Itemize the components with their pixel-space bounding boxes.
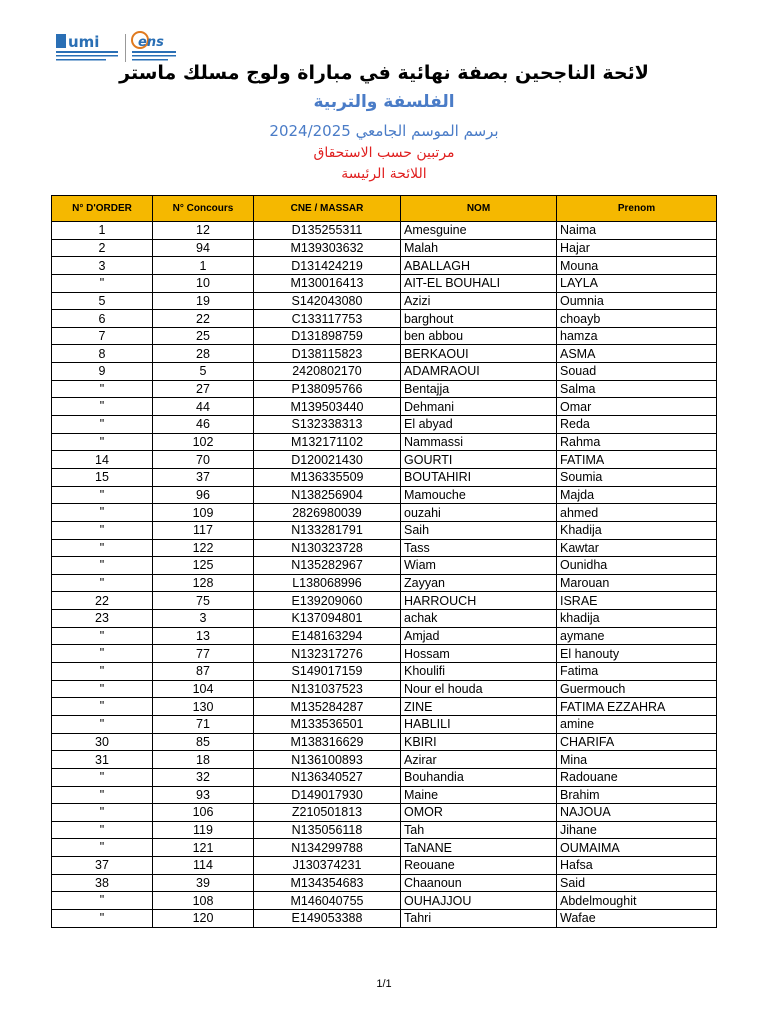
academic-year: برسم الموسم الجامعي 2024/2025: [269, 122, 499, 140]
order-cell: 7: [52, 327, 153, 345]
nom-cell: Azizi: [401, 292, 557, 310]
cne-cell: M134354683: [254, 874, 401, 892]
order-cell: ": [52, 416, 153, 434]
order-cell: ": [52, 909, 153, 927]
concours-cell: 13: [153, 627, 254, 645]
order-cell: ": [52, 680, 153, 698]
concours-cell: 39: [153, 874, 254, 892]
nom-cell: Malah: [401, 239, 557, 257]
nom-cell: Saih: [401, 521, 557, 539]
nom-cell: Nour el houda: [401, 680, 557, 698]
table-row: [52, 416, 717, 434]
nom-cell: BOUTAHIRI: [401, 468, 557, 486]
table-row: [52, 857, 717, 875]
prenom-cell: Souad: [557, 363, 717, 381]
page-title: لائحة الناجحين بصفة نهائية في مباراة ولوج مسلك ماستر: [119, 62, 649, 84]
prenom-cell: hamza: [557, 327, 717, 345]
prenom-cell: FATIMA: [557, 451, 717, 469]
order-cell: 15: [52, 468, 153, 486]
nom-cell: Tah: [401, 821, 557, 839]
nom-cell: Tass: [401, 539, 557, 557]
cne-cell: M132171102: [254, 433, 401, 451]
concours-cell: 22: [153, 310, 254, 328]
table-row: [52, 451, 717, 469]
nom-cell: KBIRI: [401, 733, 557, 751]
table-row: [52, 663, 717, 681]
concours-cell: 85: [153, 733, 254, 751]
ens-logo-text: ens: [138, 35, 164, 50]
order-cell: ": [52, 486, 153, 504]
nom-cell: Khoulifi: [401, 663, 557, 681]
order-cell: 31: [52, 751, 153, 769]
table-row: [52, 592, 717, 610]
table-row: [52, 521, 717, 539]
concours-cell: 28: [153, 345, 254, 363]
program-title: الفلسفة والتربية: [313, 92, 455, 112]
order-cell: ": [52, 645, 153, 663]
cne-cell: N132317276: [254, 645, 401, 663]
order-cell: ": [52, 768, 153, 786]
concours-cell: 125: [153, 557, 254, 575]
order-cell: ": [52, 398, 153, 416]
order-cell: 37: [52, 857, 153, 875]
concours-cell: 75: [153, 592, 254, 610]
concours-cell: 71: [153, 715, 254, 733]
table-row: [52, 839, 717, 857]
logo-divider: [125, 34, 126, 62]
nom-cell: GOURTI: [401, 451, 557, 469]
order-cell: ": [52, 274, 153, 292]
cne-cell: N130323728: [254, 539, 401, 557]
table-row: [52, 874, 717, 892]
table-row: [52, 627, 717, 645]
prenom-cell: Ounidha: [557, 557, 717, 575]
cne-cell: N133281791: [254, 521, 401, 539]
order-cell: ": [52, 521, 153, 539]
prenom-cell: Kawtar: [557, 539, 717, 557]
nom-cell: ben abbou: [401, 327, 557, 345]
concours-cell: 27: [153, 380, 254, 398]
nom-cell: Bouhandia: [401, 768, 557, 786]
order-cell: ": [52, 821, 153, 839]
cne-cell: C133117753: [254, 310, 401, 328]
prenom-cell: Naima: [557, 222, 717, 240]
concours-cell: 37: [153, 468, 254, 486]
table-row: [52, 574, 717, 592]
order-cell: ": [52, 433, 153, 451]
concours-cell: 3: [153, 610, 254, 628]
table-row: [52, 539, 717, 557]
concours-cell: 19: [153, 292, 254, 310]
concours-cell: 106: [153, 804, 254, 822]
cne-cell: M139503440: [254, 398, 401, 416]
cne-cell: D131898759: [254, 327, 401, 345]
nom-cell: ZINE: [401, 698, 557, 716]
cne-cell: D135255311: [254, 222, 401, 240]
results-table: [51, 195, 717, 928]
concours-cell: 121: [153, 839, 254, 857]
nom-cell: BERKAOUI: [401, 345, 557, 363]
nom-cell: ABALLAGH: [401, 257, 557, 275]
prenom-cell: Oumnia: [557, 292, 717, 310]
prenom-cell: Majda: [557, 486, 717, 504]
nom-cell: Zayyan: [401, 574, 557, 592]
nom-cell: Azirar: [401, 751, 557, 769]
table-header-row: [52, 196, 717, 222]
table-row: [52, 274, 717, 292]
table-row: [52, 433, 717, 451]
cne-cell: J130374231: [254, 857, 401, 875]
umi-logo-text: umi: [68, 33, 100, 51]
order-cell: 8: [52, 345, 153, 363]
order-cell: ": [52, 663, 153, 681]
table-row: [52, 345, 717, 363]
nom-cell: Bentajja: [401, 380, 557, 398]
table-body: [52, 222, 717, 928]
order-cell: 3: [52, 257, 153, 275]
concours-cell: 114: [153, 857, 254, 875]
cne-cell: E149053388: [254, 909, 401, 927]
table-row: [52, 909, 717, 927]
list-type: اللائحة الرئيسة: [341, 166, 427, 182]
prenom-cell: Soumia: [557, 468, 717, 486]
prenom-cell: ISRAE: [557, 592, 717, 610]
cne-cell: D138115823: [254, 345, 401, 363]
ens-school-logo: [130, 30, 178, 66]
prenom-cell: Hajar: [557, 239, 717, 257]
column-header-nom: NOM: [401, 196, 557, 222]
cne-cell: L138068996: [254, 574, 401, 592]
nom-cell: Amesguine: [401, 222, 557, 240]
nom-cell: Chaanoun: [401, 874, 557, 892]
prenom-cell: Abdelmoughit: [557, 892, 717, 910]
prenom-cell: Reda: [557, 416, 717, 434]
prenom-cell: Brahim: [557, 786, 717, 804]
cne-cell: S132338313: [254, 416, 401, 434]
order-cell: ": [52, 715, 153, 733]
cne-cell: E148163294: [254, 627, 401, 645]
prenom-cell: khadija: [557, 610, 717, 628]
nom-cell: Nammassi: [401, 433, 557, 451]
table-row: [52, 768, 717, 786]
table-row: [52, 257, 717, 275]
prenom-cell: ASMA: [557, 345, 717, 363]
concours-cell: 87: [153, 663, 254, 681]
cne-cell: M133536501: [254, 715, 401, 733]
prenom-cell: OUMAIMA: [557, 839, 717, 857]
nom-cell: ADAMRAOUI: [401, 363, 557, 381]
order-cell: 9: [52, 363, 153, 381]
prenom-cell: Mina: [557, 751, 717, 769]
nom-cell: Amjad: [401, 627, 557, 645]
table-row: [52, 363, 717, 381]
cne-cell: N135056118: [254, 821, 401, 839]
cne-cell: S149017159: [254, 663, 401, 681]
concours-cell: 94: [153, 239, 254, 257]
order-cell: 22: [52, 592, 153, 610]
concours-cell: 117: [153, 521, 254, 539]
order-cell: ": [52, 557, 153, 575]
cne-cell: D120021430: [254, 451, 401, 469]
concours-cell: 122: [153, 539, 254, 557]
cne-cell: M138316629: [254, 733, 401, 751]
table-row: [52, 486, 717, 504]
nom-cell: Dehmani: [401, 398, 557, 416]
order-cell: ": [52, 627, 153, 645]
nom-cell: OMOR: [401, 804, 557, 822]
column-header-cne: CNE / MASSAR: [254, 196, 401, 222]
cne-cell: N134299788: [254, 839, 401, 857]
order-cell: 5: [52, 292, 153, 310]
ranking-note: مرتبين حسب الاستحقاق: [313, 145, 455, 161]
table-row: [52, 610, 717, 628]
prenom-cell: LAYLA: [557, 274, 717, 292]
table-row: [52, 327, 717, 345]
order-cell: 1: [52, 222, 153, 240]
prenom-cell: Mouna: [557, 257, 717, 275]
concours-cell: 10: [153, 274, 254, 292]
concours-cell: 25: [153, 327, 254, 345]
table-row: [52, 804, 717, 822]
prenom-cell: Jihane: [557, 821, 717, 839]
concours-cell: 18: [153, 751, 254, 769]
concours-cell: 120: [153, 909, 254, 927]
nom-cell: HABLILI: [401, 715, 557, 733]
order-cell: ": [52, 539, 153, 557]
cne-cell: P138095766: [254, 380, 401, 398]
column-header-prenom: Prenom: [557, 196, 717, 222]
prenom-cell: CHARIFA: [557, 733, 717, 751]
concours-cell: 109: [153, 504, 254, 522]
table-row: [52, 892, 717, 910]
order-cell: ": [52, 839, 153, 857]
cne-cell: 2826980039: [254, 504, 401, 522]
nom-cell: El abyad: [401, 416, 557, 434]
cne-cell: M139303632: [254, 239, 401, 257]
table-row: [52, 504, 717, 522]
table-row: [52, 398, 717, 416]
order-cell: ": [52, 804, 153, 822]
order-cell: ": [52, 574, 153, 592]
column-header-order: N° D'ORDER: [52, 196, 153, 222]
nom-cell: TaNANE: [401, 839, 557, 857]
order-cell: ": [52, 380, 153, 398]
cne-cell: D149017930: [254, 786, 401, 804]
order-cell: ": [52, 504, 153, 522]
concours-cell: 5: [153, 363, 254, 381]
table-row: [52, 733, 717, 751]
prenom-cell: Rahma: [557, 433, 717, 451]
prenom-cell: Wafae: [557, 909, 717, 927]
prenom-cell: Guermouch: [557, 680, 717, 698]
cne-cell: D131424219: [254, 257, 401, 275]
prenom-cell: El hanouty: [557, 645, 717, 663]
cne-cell: N136100893: [254, 751, 401, 769]
prenom-cell: Fatima: [557, 663, 717, 681]
order-cell: ": [52, 786, 153, 804]
concours-cell: 12: [153, 222, 254, 240]
prenom-cell: Omar: [557, 398, 717, 416]
prenom-cell: Salma: [557, 380, 717, 398]
concours-cell: 104: [153, 680, 254, 698]
table-row: [52, 645, 717, 663]
cne-cell: M146040755: [254, 892, 401, 910]
nom-cell: OUHAJJOU: [401, 892, 557, 910]
prenom-cell: NAJOUA: [557, 804, 717, 822]
order-cell: ": [52, 698, 153, 716]
concours-cell: 77: [153, 645, 254, 663]
nom-cell: Tahri: [401, 909, 557, 927]
cne-cell: E139209060: [254, 592, 401, 610]
table-row: [52, 786, 717, 804]
nom-cell: Hossam: [401, 645, 557, 663]
table-row: [52, 680, 717, 698]
prenom-cell: FATIMA EZZAHRA: [557, 698, 717, 716]
table-row: [52, 222, 717, 240]
concours-cell: 32: [153, 768, 254, 786]
nom-cell: Mamouche: [401, 486, 557, 504]
concours-cell: 44: [153, 398, 254, 416]
table-row: [52, 292, 717, 310]
order-cell: 6: [52, 310, 153, 328]
table-row: [52, 310, 717, 328]
page-number: 1/1: [376, 978, 392, 990]
prenom-cell: aymane: [557, 627, 717, 645]
table-row: [52, 821, 717, 839]
prenom-cell: choayb: [557, 310, 717, 328]
nom-cell: Wiam: [401, 557, 557, 575]
concours-cell: 128: [153, 574, 254, 592]
prenom-cell: Marouan: [557, 574, 717, 592]
order-cell: ": [52, 892, 153, 910]
table-row: [52, 557, 717, 575]
concours-cell: 96: [153, 486, 254, 504]
nom-cell: AIT-EL BOUHALI: [401, 274, 557, 292]
concours-cell: 1: [153, 257, 254, 275]
nom-cell: HARROUCH: [401, 592, 557, 610]
table-row: [52, 380, 717, 398]
cne-cell: 2420802170: [254, 363, 401, 381]
cne-cell: N138256904: [254, 486, 401, 504]
table-row: [52, 715, 717, 733]
cne-cell: M136335509: [254, 468, 401, 486]
nom-cell: Maine: [401, 786, 557, 804]
concours-cell: 130: [153, 698, 254, 716]
table-row: [52, 239, 717, 257]
table-row: [52, 751, 717, 769]
prenom-cell: Radouane: [557, 768, 717, 786]
prenom-cell: Khadija: [557, 521, 717, 539]
table-row: [52, 468, 717, 486]
concours-cell: 70: [153, 451, 254, 469]
order-cell: 2: [52, 239, 153, 257]
concours-cell: 119: [153, 821, 254, 839]
table-row: [52, 698, 717, 716]
concours-cell: 46: [153, 416, 254, 434]
cne-cell: S142043080: [254, 292, 401, 310]
cne-cell: N135282967: [254, 557, 401, 575]
umi-university-logo: [54, 30, 122, 66]
cne-cell: N131037523: [254, 680, 401, 698]
order-cell: 30: [52, 733, 153, 751]
cne-cell: M130016413: [254, 274, 401, 292]
cne-cell: M135284287: [254, 698, 401, 716]
prenom-cell: Said: [557, 874, 717, 892]
prenom-cell: ahmed: [557, 504, 717, 522]
concours-cell: 102: [153, 433, 254, 451]
nom-cell: barghout: [401, 310, 557, 328]
cne-cell: N136340527: [254, 768, 401, 786]
cne-cell: K137094801: [254, 610, 401, 628]
prenom-cell: amine: [557, 715, 717, 733]
order-cell: 38: [52, 874, 153, 892]
prenom-cell: Hafsa: [557, 857, 717, 875]
cne-cell: Z210501813: [254, 804, 401, 822]
concours-cell: 93: [153, 786, 254, 804]
nom-cell: Reouane: [401, 857, 557, 875]
nom-cell: achak: [401, 610, 557, 628]
column-header-concours: N° Concours: [153, 196, 254, 222]
nom-cell: ouzahi: [401, 504, 557, 522]
concours-cell: 108: [153, 892, 254, 910]
order-cell: 23: [52, 610, 153, 628]
order-cell: 14: [52, 451, 153, 469]
